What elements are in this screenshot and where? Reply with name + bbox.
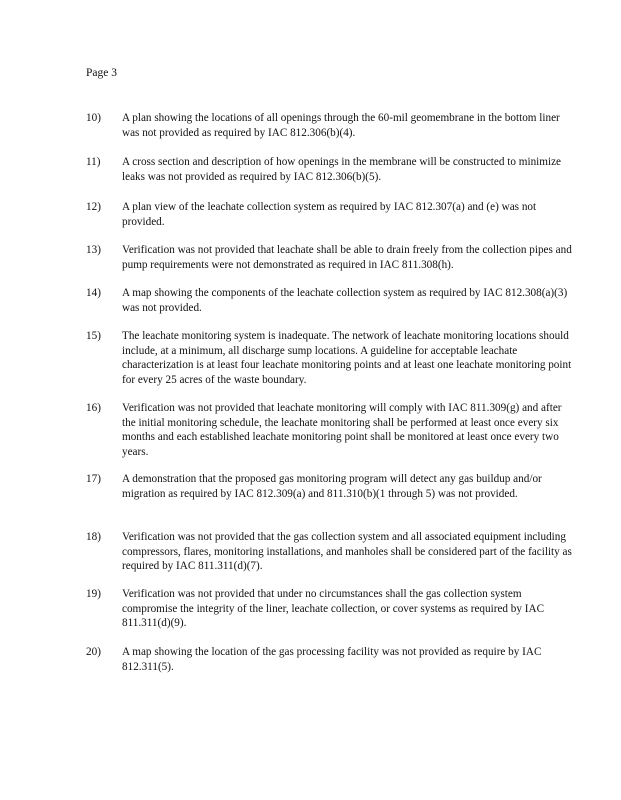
item-number: 12) bbox=[86, 201, 101, 213]
list-item-17 bbox=[86, 472, 572, 501]
item-number: 19) bbox=[86, 588, 101, 600]
item-text: The leachate monitoring system is inadequate. The network of leachate monitoring locations should include, at a minimum, all discharge sump locations. A guideline for acceptable leachate characterization is at least four leachate monitoring points and at least one leachate monitoring point for every 25 acres of the waste boundary. bbox=[122, 330, 572, 386]
item-text: Verification was not provided that the gas collection system and all associated equipment including compressors, flares, monitoring installations, and manholes shall be considered part of the facility as required by IAC 811.311(d)(7). bbox=[122, 531, 572, 573]
item-number: 20) bbox=[86, 646, 101, 658]
item-text: A map showing the location of the gas processing facility was not provided as require by IAC 812.311(5). bbox=[122, 646, 542, 673]
item-number: 14) bbox=[86, 287, 101, 299]
list-item-15 bbox=[86, 329, 572, 387]
list-item-14 bbox=[86, 286, 572, 315]
item-number: 15) bbox=[86, 330, 101, 342]
item-text: A plan showing the locations of all openings through the 60-mil geomembrane in the bottom liner was not provided as required by IAC 812.306(b)(4). bbox=[122, 112, 560, 139]
list-item-13 bbox=[86, 243, 572, 272]
item-text: A map showing the components of the leachate collection system as required by IAC 812.308(a)(3) was not provided. bbox=[122, 287, 568, 314]
list-item-12 bbox=[86, 200, 572, 229]
item-text: A plan view of the leachate collection system as required by IAC 812.307(a) and (e) was not provided. bbox=[122, 201, 537, 228]
item-text: A cross section and description of how openings in the membrane will be constructed to minimize leaks was not provided as required by IAC 812.306(b)(5). bbox=[122, 156, 562, 183]
item-text: A demonstration that the proposed gas monitoring program will detect any gas buildup and/or migration as required by IAC 812.309(a) and 811.310(b)(1 through 5) was not provided. bbox=[122, 473, 542, 500]
item-number: 11) bbox=[86, 156, 101, 168]
item-number: 16) bbox=[86, 402, 101, 414]
list-item-19 bbox=[86, 587, 572, 631]
page-number-label: Page 3 bbox=[86, 67, 117, 79]
item-number: 13) bbox=[86, 244, 101, 256]
item-number: 17) bbox=[86, 473, 101, 485]
list-item-18 bbox=[86, 530, 572, 574]
item-text: Verification was not provided that under no circumstances shall the gas collection system compromise the integrity of the liner, leachate collection, or cover systems as required by IAC 811.311(d)(9). bbox=[122, 588, 545, 630]
item-number: 18) bbox=[86, 531, 101, 543]
list-item-20 bbox=[86, 645, 572, 674]
item-number: 10) bbox=[86, 112, 101, 124]
list-item-10 bbox=[86, 111, 572, 140]
list-item-11 bbox=[86, 155, 572, 184]
list-item-16 bbox=[86, 401, 572, 459]
item-text: Verification was not provided that leachate monitoring will comply with IAC 811.309(g) and after the initial monitoring schedule, the leachate monitoring shall be performed at least once every six months and each established leachate monitoring point shall be monitored at least once every two years. bbox=[122, 402, 562, 458]
item-text: Verification was not provided that leachate shall be able to drain freely from the collection pipes and pump requirements were not demonstrated as required in IAC 811.308(h). bbox=[122, 244, 572, 271]
